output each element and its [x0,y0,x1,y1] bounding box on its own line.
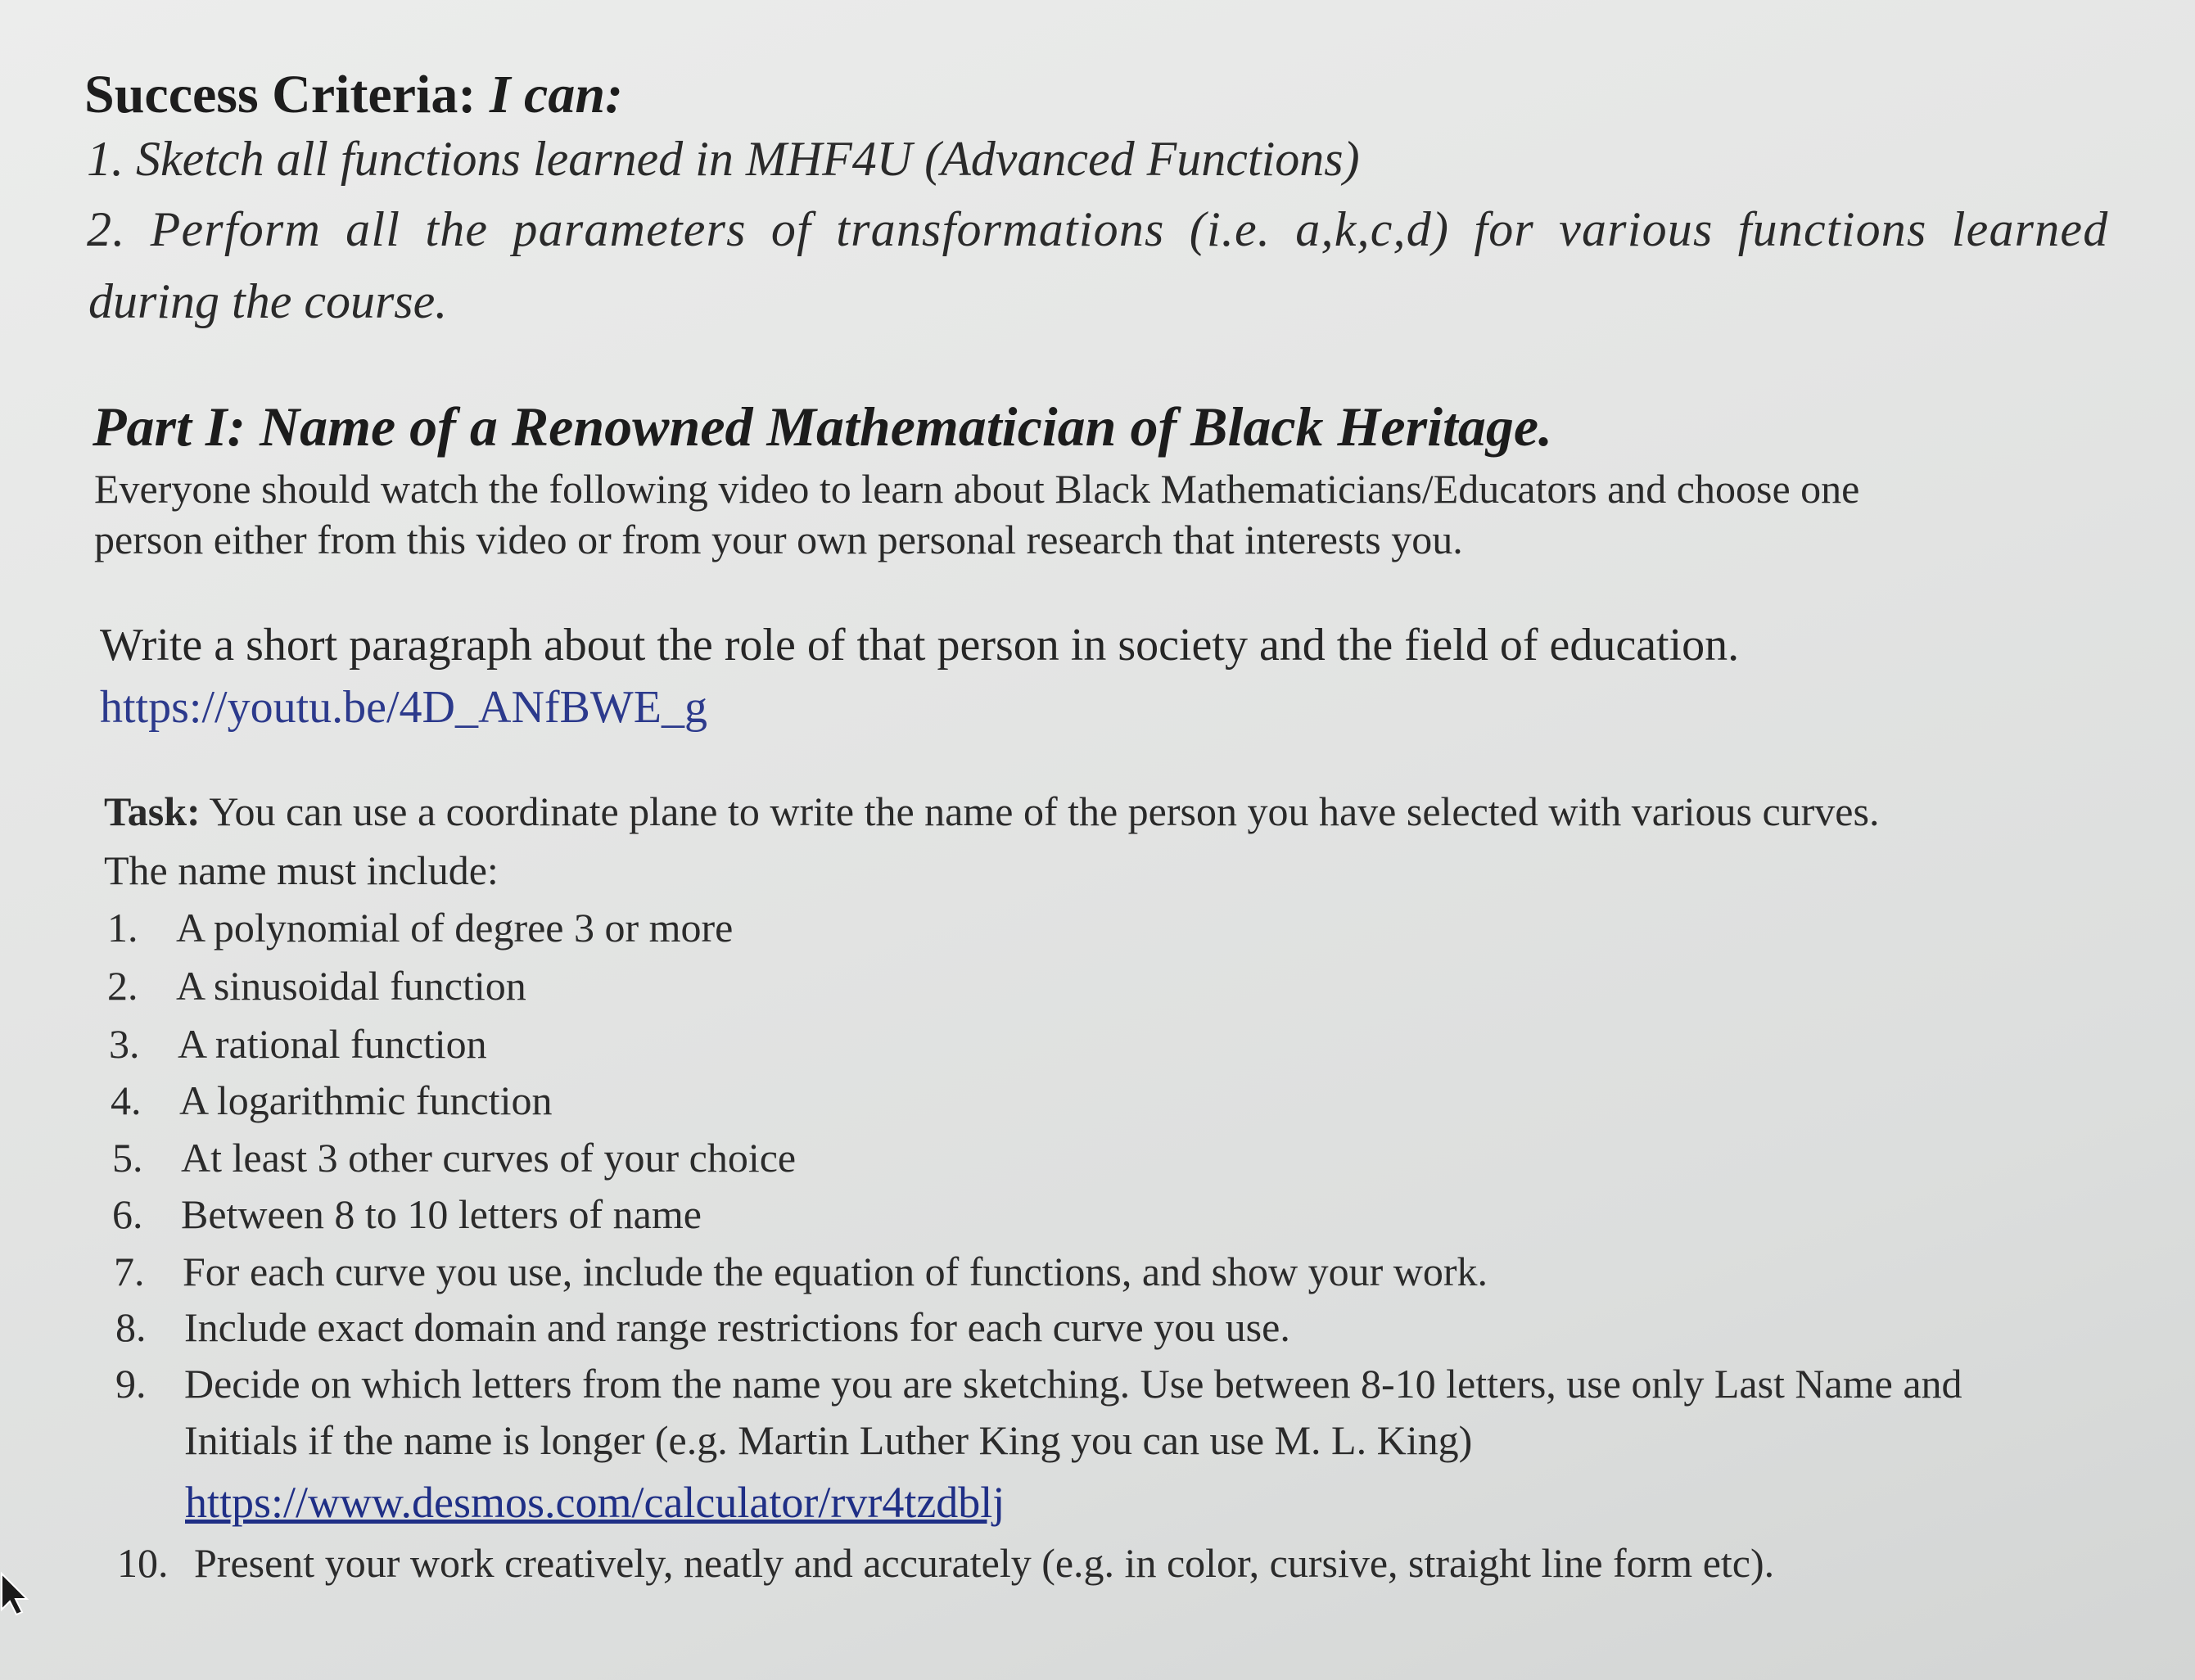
list-item-number: 9. [115,1361,147,1407]
write-paragraph-instruction: Write a short paragraph about the role of that person in society and the field of education. [100,620,1740,671]
list-item-text: Decide on which letters from the name you are sketching. Use between 8-10 letters, use only Last Name and [184,1361,1962,1407]
task-label: Task: [104,788,201,834]
list-item-number: 3. [109,1021,140,1067]
task-statement [104,788,1879,835]
list-item-number: 5. [112,1135,143,1181]
list-item-continued [115,1416,1472,1464]
part-one-heading: Part I: Name of a Renowned Mathematician of Black Heritage. [93,395,1553,458]
list-item-number: 4. [111,1077,142,1123]
list-item-text: Initials if the name is longer (e.g. Martin Luther King you can use M. L. King) [184,1417,1473,1463]
list-item-text: A rational function [178,1021,487,1067]
desmos-link[interactable]: https://www.desmos.com/calculator/rvr4tzdblj [185,1478,1005,1527]
success-criteria-item-1: 1. Sketch all functions learned in MHF4U (Advanced Functions) [87,132,1360,186]
list-item-text: Present your work creatively, neatly and accurately (e.g. in color, cursive, straight line form etc). [194,1540,1775,1586]
list-item [109,1020,487,1068]
list-item [107,904,733,951]
list-item [107,962,526,1009]
success-criteria-heading [84,64,623,126]
list-item [112,1134,796,1181]
list-item [112,1190,702,1238]
list-item-text: A logarithmic function [179,1077,553,1123]
success-criteria-item-2: 2. Perform all the parameters of transformations (i.e. a,k,c,d) for various functions learned [87,202,2109,256]
list-item [115,1360,1962,1407]
mouse-cursor-icon [0,1570,33,1616]
part-one-intro-line-2: person either from this video or from your own personal research that interests you. [94,517,1463,562]
list-item-text: Include exact domain and range restrictions for each curve you use. [184,1304,1290,1350]
task-text: You can use a coordinate plane to write the name of the person you have selected with various curves. [209,788,1880,834]
list-item-number: 10. [117,1540,169,1586]
list-item [117,1539,1774,1587]
list-item-text: A sinusoidal function [176,963,526,1009]
list-item-number: 7. [114,1249,145,1294]
list-item-text: Between 8 to 10 letters of name [181,1191,702,1237]
list-item-text: For each curve you use, include the equation of functions, and show your work. [183,1249,1488,1294]
success-criteria-ican: I can: [489,65,624,124]
list-item-number: 8. [115,1304,147,1350]
list-item-text: At least 3 other curves of your choice [181,1135,797,1181]
list-item [115,1303,1290,1351]
must-include-label: The name must include: [104,847,499,893]
success-criteria-item-2-continued: during the course. [88,274,448,328]
list-item-number: 6. [112,1191,143,1237]
video-link[interactable]: https://youtu.be/4D_ANfBWE_g [100,682,707,733]
list-item [111,1077,552,1124]
list-item-text: A polynomial of degree 3 or more [176,905,734,951]
list-item-number: 2. [107,963,138,1009]
success-criteria-title: Success Criteria: [84,65,476,124]
part-one-intro-line-1: Everyone should watch the following video to learn about Black Mathematicians/Educators and choose one [94,466,1860,512]
list-item-number: 1. [107,905,138,951]
list-item [114,1248,1488,1295]
